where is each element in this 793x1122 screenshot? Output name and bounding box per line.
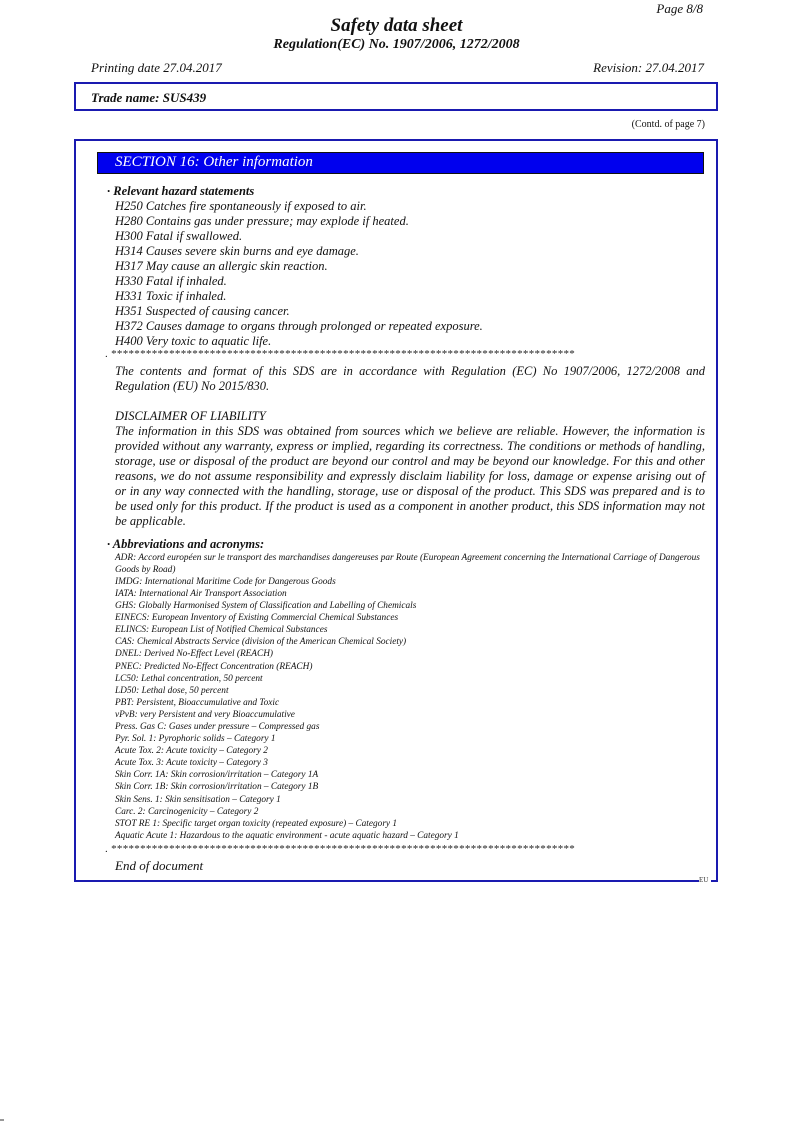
disclaimer-text: The information in this SDS was obtained from sources which we believe are reliable. However, the information is provided without any warranty, express or implied, regarding its correctness. The conditions or methods of handling, storage, use or disposal of the product are beyond our control and may be beyond our knowledge. For this and other reasons, we do not assume responsibility and expressly disclaim liability for loss, damage or expense arising out of or in any way connected with the handling, storage, use or disposal of the product. This SDS was prepared and is to be used only for this product. If the product is used as a component in another product, this SDS information may not be applicable. bbox=[115, 424, 705, 528]
abbreviation-item: vPvB: very Persistent and very Bioaccumulative bbox=[115, 710, 295, 720]
page-corner-mark bbox=[0, 1119, 4, 1121]
region-tag: EU bbox=[699, 876, 709, 884]
hazard-statement: H300 Fatal if swallowed. bbox=[115, 229, 243, 243]
disclaimer-heading: DISCLAIMER OF LIABILITY bbox=[115, 409, 266, 423]
box-bottom-border-end bbox=[711, 880, 718, 882]
end-separator-line: . ******************************************************************************** bbox=[105, 843, 576, 855]
abbreviation-item: Skin Corr. 1A: Skin corrosion/irritation – Category 1A bbox=[115, 770, 319, 780]
abbreviations-heading: · Abbreviations and acronyms: bbox=[107, 537, 265, 551]
hazard-statement: H331 Toxic if inhaled. bbox=[115, 289, 227, 303]
abbreviation-item: STOT RE 1: Specific target organ toxicity (repeated exposure) – Category 1 bbox=[115, 819, 398, 829]
document-subtitle: Regulation(EC) No. 1907/2006, 1272/2008 bbox=[273, 37, 520, 52]
hazard-statement: H317 May cause an allergic skin reaction. bbox=[115, 259, 328, 273]
hazard-heading: · Relevant hazard statements bbox=[107, 184, 255, 198]
abbreviation-item: Carc. 2: Carcinogenicity – Category 2 bbox=[115, 807, 259, 817]
regulation-note: The contents and format of this SDS are in accordance with Regulation (EC) No 1907/2006, 1272/2008 and Regulation (EU) No 2015/830. bbox=[115, 364, 705, 393]
continued-note: (Contd. of page 7) bbox=[631, 119, 705, 130]
revision-date: Revision: 27.04.2017 bbox=[593, 60, 704, 75]
hazard-statement: H250 Catches fire spontaneously if exposed to air. bbox=[115, 199, 367, 213]
abbreviation-item: Acute Tox. 2: Acute toxicity – Category 2 bbox=[115, 746, 268, 756]
abbreviation-item: EINECS: European Inventory of Existing Commercial Chemical Substances bbox=[115, 613, 399, 623]
abbreviation-item: LC50: Lethal concentration, 50 percent bbox=[115, 674, 263, 684]
hazard-statement: H314 Causes severe skin burns and eye damage. bbox=[115, 244, 359, 258]
abbreviation-item: Skin Sens. 1: Skin sensitisation – Category 1 bbox=[115, 795, 281, 805]
abbreviation-item: CAS: Chemical Abstracts Service (division of the American Chemical Society) bbox=[115, 637, 407, 647]
hazard-statement: H400 Very toxic to aquatic life. bbox=[115, 334, 272, 348]
abbreviation-item: ADR: Accord européen sur le transport des marchandises dangereuses par Route (European Agreement concerning the International Carriage of Dangerous Goods by Road) bbox=[115, 553, 700, 576]
abbreviation-item: LD50: Lethal dose, 50 percent bbox=[115, 686, 229, 696]
trade-name: Trade name: SUS439 bbox=[91, 90, 207, 105]
abbreviation-item: GHS: Globally Harmonised System of Classification and Labelling of Chemicals bbox=[115, 601, 417, 611]
abbreviation-item: Skin Corr. 1B: Skin corrosion/irritation – Category 1B bbox=[115, 782, 319, 792]
hazard-statement: H351 Suspected of causing cancer. bbox=[115, 304, 290, 318]
hazard-statement: H330 Fatal if inhaled. bbox=[115, 274, 227, 288]
abbreviation-item: PBT: Persistent, Bioaccumulative and Toxic bbox=[115, 698, 280, 708]
section-title: SECTION 16: Other information bbox=[115, 154, 313, 170]
abbreviation-item: Press. Gas C: Gases under pressure – Compressed gas bbox=[115, 722, 320, 732]
page-number: Page 8/8 bbox=[656, 1, 703, 16]
hazard-statement: H372 Causes damage to organs through prolonged or repeated exposure. bbox=[115, 319, 483, 333]
end-of-document: End of document bbox=[115, 858, 204, 873]
abbreviation-item: IATA: International Air Transport Association bbox=[115, 589, 287, 599]
abbreviation-item: IMDG: International Maritime Code for Dangerous Goods bbox=[115, 577, 336, 587]
abbreviation-item: DNEL: Derived No-Effect Level (REACH) bbox=[115, 649, 274, 659]
abbreviation-item: ELINCS: European List of Notified Chemical Substances bbox=[115, 625, 328, 635]
box-bottom-border bbox=[74, 880, 699, 882]
abbreviation-item: PNEC: Predicted No-Effect Concentration (REACH) bbox=[115, 662, 313, 672]
document-title: Safety data sheet bbox=[330, 15, 463, 36]
printing-date: Printing date 27.04.2017 bbox=[91, 60, 222, 75]
abbreviation-item: Aquatic Acute 1: Hazardous to the aquatic environment - acute aquatic hazard – Category 1 bbox=[115, 831, 459, 841]
hazard-statement: H280 Contains gas under pressure; may explode if heated. bbox=[115, 214, 409, 228]
abbreviation-item: Pyr. Sol. 1: Pyrophoric solids – Category 1 bbox=[115, 734, 276, 744]
abbreviation-item: Acute Tox. 3: Acute toxicity – Category 3 bbox=[115, 758, 268, 768]
separator-line: . ******************************************************************************** bbox=[105, 348, 576, 360]
